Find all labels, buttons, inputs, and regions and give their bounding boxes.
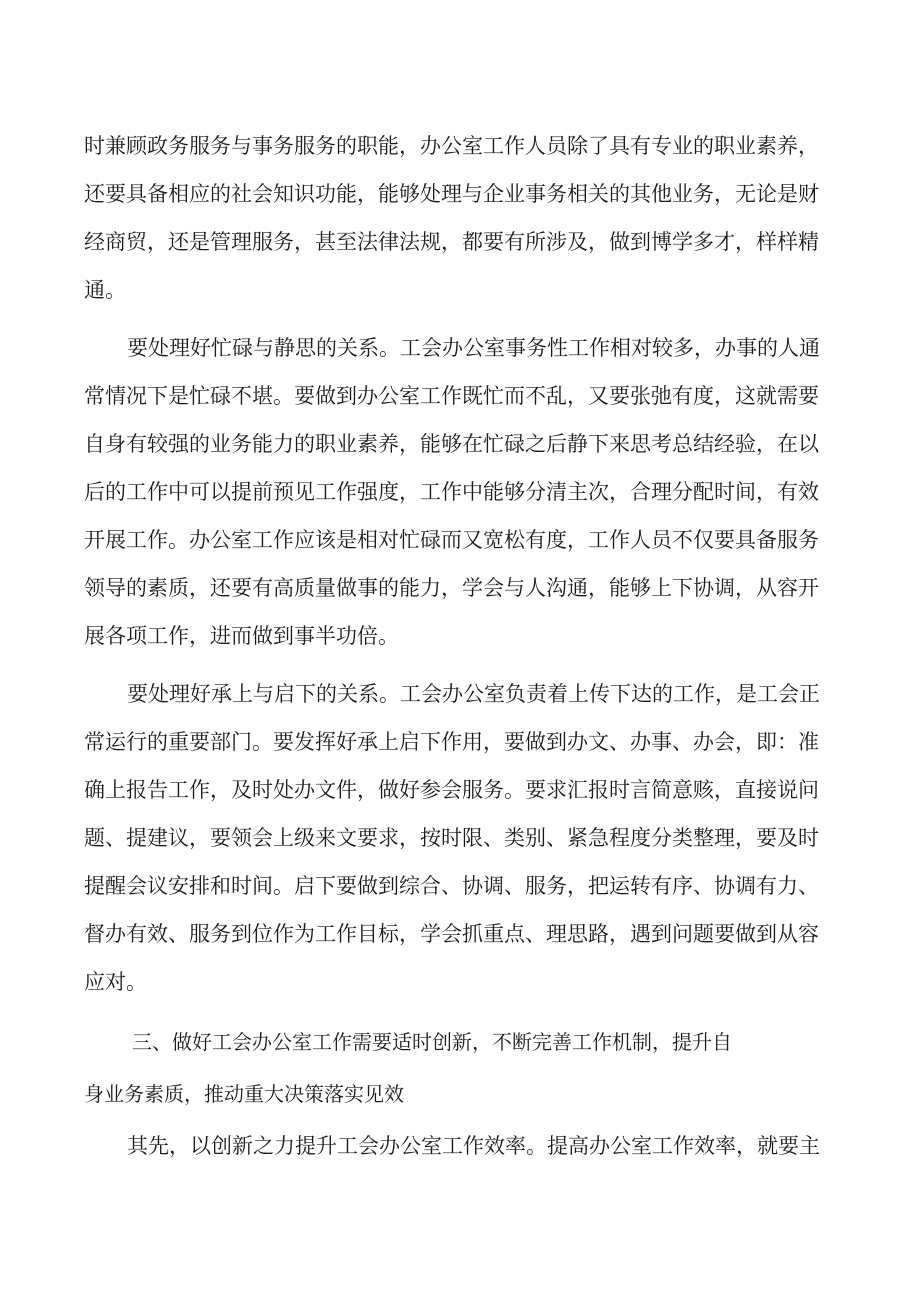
paragraph-first-line: 要处理好忙碌与静思的关系。工会办公室事务性工作相对较多，办事的人通	[127, 336, 820, 360]
text-line: 通。	[84, 278, 126, 302]
text-line: 展各项工作，进而做到事半功倍。	[84, 624, 399, 648]
text-line: 常运行的重要部门。要发挥好承上启下作用，要做到办文、办事、办会，即：准	[84, 730, 819, 754]
text-line: 督办有效、服务到位作为工作目标，学会抓重点、理思路，遇到问题要做到从容	[84, 922, 819, 946]
text-line: 后的工作中可以提前预见工作强度，工作中能够分清主次，合理分配时间，有效	[84, 480, 819, 504]
section-heading: 三、做好工会办公室工作需要适时创新，不断完善工作机制，提升自	[132, 1030, 732, 1054]
text-line: 提醒会议安排和时间。启下要做到综合、协调、服务，把运转有序、协调有力、	[84, 874, 819, 898]
paragraph-first-line: 其先，以创新之力提升工会办公室工作效率。提高办公室工作效率，就要主	[127, 1134, 820, 1158]
paragraph-first-line: 要处理好承上与启下的关系。工会办公室负责着上传下达的工作，是工会正	[127, 682, 820, 706]
text-line: 题、提建议，要领会上级来文要求，按时限、类别、紧急程度分类整理，要及时	[84, 826, 819, 850]
text-line: 应对。	[84, 970, 147, 994]
text-line: 时兼顾政务服务与事务服务的职能，办公室工作人员除了具有专业的职业素养，	[84, 134, 819, 158]
text-line: 开展工作。办公室工作应该是相对忙碌而又宽松有度，工作人员不仅要具备服务	[84, 528, 819, 552]
text-line: 经商贸，还是管理服务，甚至法律法规，都要有所涉及，做到博学多才，样样精	[84, 230, 819, 254]
text-line: 确上报告工作，及时处办文件，做好参会服务。要求汇报时言简意赅，直接说问	[84, 778, 819, 802]
text-line: 常情况下是忙碌不堪。要做到办公室工作既忙而不乱，又要张弛有度，这就需要	[84, 384, 819, 408]
text-line: 领导的素质，还要有高质量做事的能力，学会与人沟通，能够上下协调，从容开	[84, 576, 819, 600]
section-heading-continued: 身业务素质，推动重大决策落实见效	[84, 1082, 404, 1106]
text-line: 自身有较强的业务能力的职业素养，能够在忙碌之后静下来思考总结经验，在以	[84, 432, 819, 456]
text-line: 还要具备相应的社会知识功能，能够处理与企业事务相关的其他业务，无论是财	[84, 182, 819, 206]
